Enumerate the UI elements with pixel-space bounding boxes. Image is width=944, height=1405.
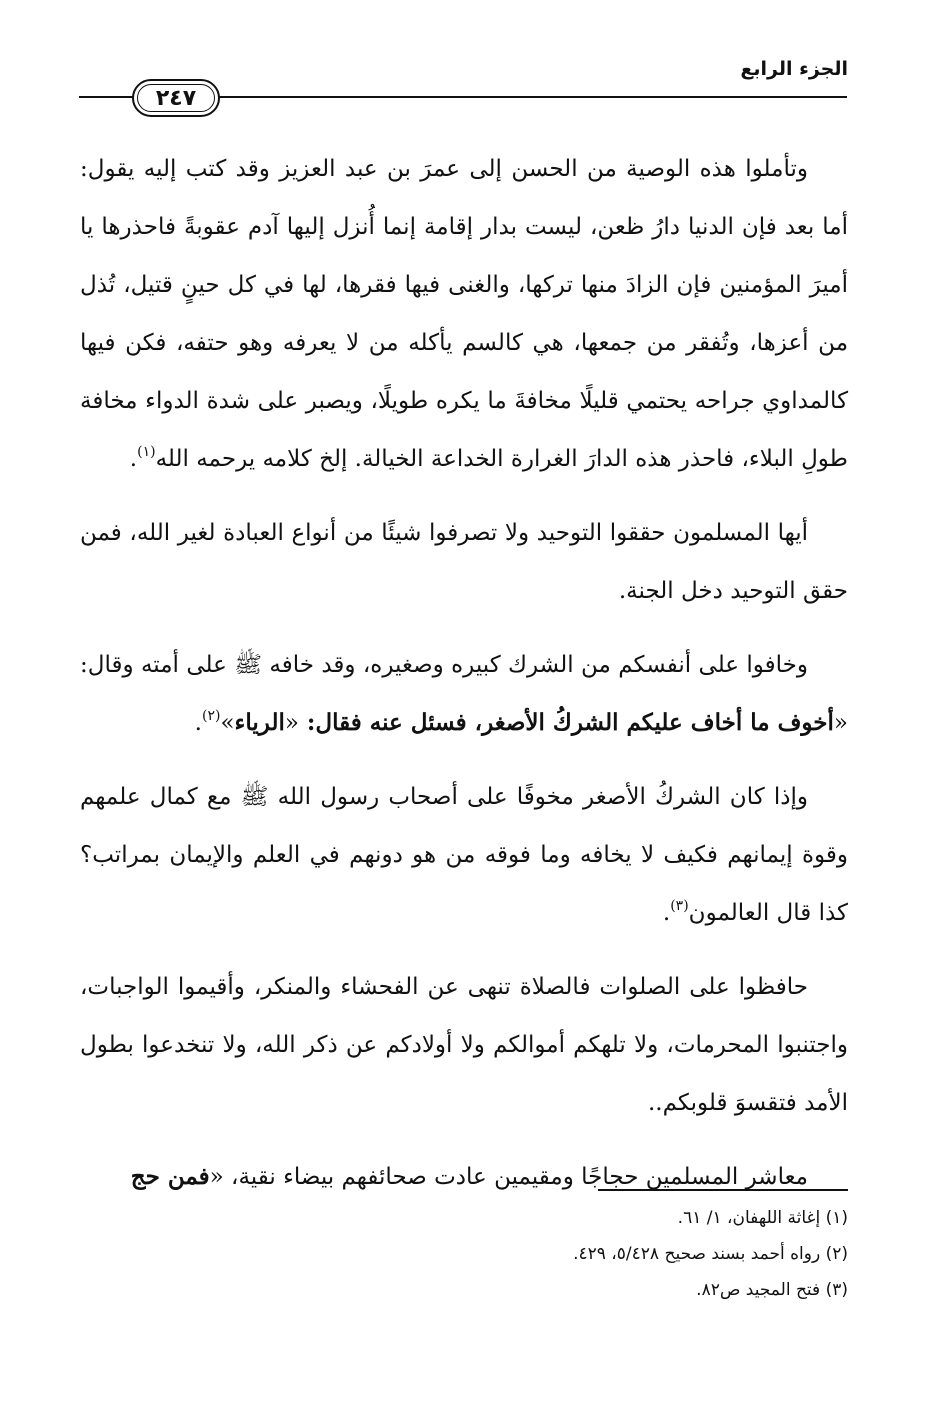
p1-line-6: الدواء مخافة طولِ البلاء، فاحذر هذه الدارَ الغرارة الخداعة الخيالة. إلخ كلامه: [80, 388, 848, 472]
p4-line-3: كذا قال العالمون: [688, 900, 848, 926]
p1-last-line: يرحمه الله: [155, 446, 256, 472]
p5-line-2: الواجبات، واجتنبوا المحرمات، ولا تلهكم أموالكم ولا أولادكم عن ذكر: [80, 974, 849, 1058]
p1-end: .: [129, 446, 138, 472]
running-head: الجزء الرابع: [740, 58, 848, 80]
paragraph-5: [80, 958, 848, 1132]
quote-open: «: [284, 710, 299, 736]
p1-line-1: وتأملوا هذه الوصية من الحسن إلى عمرَ بن عبد العزيز وقد كتب إليه يقول:: [80, 156, 808, 182]
paragraph-2: [80, 504, 848, 620]
p4-line-1: وإذا كان الشركُ الأصغر مخوفًا على أصحاب رسول الله ﷺ مع كمال علمهم: [80, 784, 808, 810]
main-text: [80, 140, 848, 1222]
p1-line-4: تُذل من أعزها، وتُفقر من جمعها، هي كالسم يأكله من لا يعرفه وهو حتفه،: [80, 272, 849, 356]
footnotes: [88, 1200, 848, 1308]
page-number: [132, 79, 220, 117]
hadith-text: أخوف ما أخاف عليكم الشركُ الأصغر، فسئل عنه فقال:: [298, 709, 834, 736]
p3-line-2-start: وقال: «: [80, 652, 848, 736]
p1-line-3: يا أميرَ المؤمنين فإن الزادَ منها تركها، والغنى فيها فقرها، لها في كل حينٍ قتيل،: [80, 214, 848, 298]
footnote-3: (٣) فتح المجيد ص٨٢.: [696, 1280, 848, 1300]
p1-line-5: فكن فيها كالمداوي جراحه يحتمي قليلًا مخافةَ ما يكره طويلًا، ويصبر على شدة: [80, 330, 849, 414]
footnote-1: (١) إغاثة اللهفان، ١/ ٦١.: [677, 1208, 848, 1228]
p5-line-3: الله، ولا تنخدعوا بطول الأمد فتقسوَ قلوبكم..: [80, 1032, 848, 1116]
paragraph-3: [80, 636, 848, 752]
p2-line-1: أيها المسلمون حققوا التوحيد ولا تصرفوا شيئًا من أنواع العبادة لغير الله،: [129, 520, 809, 546]
footnote-ref-3[interactable]: (٣): [670, 898, 689, 914]
p4-end: .: [662, 900, 671, 926]
footnote-ref-2[interactable]: (٢): [201, 708, 221, 724]
paragraph-4: [80, 768, 848, 942]
quote-close: »: [220, 710, 235, 736]
footnote-separator: [598, 1189, 848, 1191]
footnote-ref-1[interactable]: (١): [137, 444, 156, 460]
paragraph-6: [80, 1148, 848, 1206]
p3-end: .: [194, 710, 202, 736]
hadith-answer: الرياء: [234, 709, 285, 736]
p3-line-1: وخافوا على أنفسكم من الشرك كبيره وصغيره، وقد خافه ﷺ على أمته: [140, 652, 809, 678]
p2-line-2: فمن حقق التوحيد دخل الجنة.: [80, 520, 848, 604]
p4-line-2: وقوة إيمانهم فكيف لا يخافه وما فوقه من هو دونهم في العلم والإيمان بمراتب؟: [80, 842, 848, 868]
paragraph-1: [80, 140, 848, 488]
p6-bold-tail: فمن حج: [130, 1163, 210, 1190]
p6-line-1: معاشر المسلمين حجاجًا ومقيمين عادت صحائفهم بيضاء نقية، «: [209, 1164, 808, 1190]
page-number-text: ٢٤٧: [155, 85, 197, 111]
p1-line-2: أما بعد فإن الدنيا دارُ ظعن، ليست بدار إقامة إنما أُنزل إليها آدم عقوبةً فاحذرها: [101, 214, 848, 240]
footnote-2: (٢) رواه أحمد بسند صحيح ٥/٤٢٨، ٤٢٩.: [573, 1244, 848, 1264]
p5-line-1: حافظوا على الصلوات فالصلاة تنهى عن الفحشاء والمنكر، وأقيموا: [177, 974, 809, 1000]
